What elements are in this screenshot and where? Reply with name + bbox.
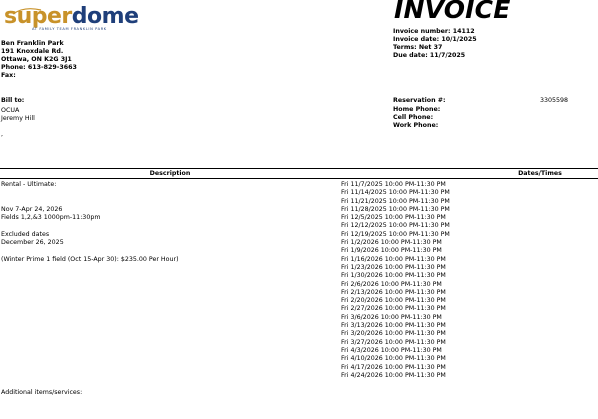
date-time-row: Fri 12/19/2025 10:00 PM-11:30 PM [341, 230, 450, 238]
date-time-row: Fri 4/24/2026 10:00 PM-11:30 PM [341, 371, 446, 379]
table-header-rule [0, 178, 598, 179]
bill-to-label: Bill to: [1, 97, 25, 104]
bill-to-contact: Jeremy Hill [1, 115, 35, 122]
logo-wordmark [4, 5, 139, 29]
date-time-row: Fri 4/3/2026 10:00 PM-11:30 PM [341, 346, 442, 354]
work-phone-label: Work Phone: [393, 122, 439, 129]
date-time-row: Fri 1/30/2026 10:00 PM-11:30 PM [341, 272, 446, 280]
date-time-row: Fri 11/28/2025 10:00 PM-11:30 PM [341, 205, 450, 213]
superdome-logo [2, 4, 139, 33]
date-time-row: Fri 1/9/2026 10:00 PM-11:30 PM [341, 247, 442, 255]
date-time-row: Fri 1/2/2026 10:00 PM-11:30 PM [341, 239, 442, 247]
date-time-row: Fri 2/6/2026 10:00 PM-11:30 PM [341, 280, 442, 288]
additional-items-label: Additional items/services: [1, 389, 83, 396]
reservation-number: 3305598 [540, 97, 569, 104]
invoice-number: Invoice number: 14112 [393, 28, 475, 35]
bill-to-extra: , [1, 131, 4, 138]
date-time-row: Fri 4/10/2026 10:00 PM-11:30 PM [341, 355, 446, 363]
date-time-row: Fri 3/13/2026 10:00 PM-11:30 PM [341, 322, 446, 330]
date-time-row: Fri 4/17/2026 10:00 PM-11:30 PM [341, 363, 446, 371]
date-time-row: Fri 11/21/2025 10:00 PM-11:30 PM [341, 197, 450, 205]
date-time-row: Fri 2/20/2026 10:00 PM-11:30 PM [341, 297, 446, 305]
dates-list [341, 181, 450, 380]
logo-word-part1: super [4, 4, 72, 29]
cell-phone-label: Cell Phone: [393, 114, 434, 121]
invoice-terms: Terms: Net 37 [393, 44, 443, 51]
logo-word-part2: dome [71, 4, 139, 29]
date-time-row: Fri 3/6/2026 10:00 PM-11:30 PM [341, 313, 442, 321]
date-time-row: Fri 11/7/2025 10:00 PM-11:30 PM [341, 181, 446, 188]
date-time-row: Fri 2/13/2026 10:00 PM-11:30 PM [341, 288, 446, 296]
bill-to-org: OCUA [1, 107, 20, 114]
invoice-due-date: Due date: 11/7/2025 [393, 52, 466, 59]
invoice-title: INVOICE [394, 0, 511, 24]
venue-address: 191 Knoxdale Rd. [1, 48, 64, 55]
desc-fields: Fields 1,2,&3 1000pm-11:30pm [1, 214, 101, 221]
date-time-row: Fri 2/27/2026 10:00 PM-11:30 PM [341, 305, 446, 313]
home-phone-label: Home Phone: [393, 106, 441, 113]
date-time-row: Fri 12/12/2025 10:00 PM-11:30 PM [341, 222, 450, 230]
desc-excluded-label: Excluded dates [1, 231, 50, 238]
date-time-row: Fri 3/27/2026 10:00 PM-11:30 PM [341, 338, 446, 346]
date-time-row: Fri 3/20/2026 10:00 PM-11:30 PM [341, 330, 446, 338]
date-time-row: Fri 1/23/2026 10:00 PM-11:30 PM [341, 263, 446, 271]
reservation-label: Reservation #: [393, 97, 446, 104]
table-top-rule [0, 168, 598, 169]
dates-column-header: Dates/Times [518, 170, 562, 177]
venue-phone: Phone: 613-829-3663 [1, 64, 77, 71]
desc-rate: (Winter Prime 1 field (Oct 15-Apr 30): $235.00 Per Hour) [1, 256, 179, 263]
date-time-row: Fri 1/16/2026 10:00 PM-11:30 PM [341, 255, 446, 263]
invoice-date: Invoice date: 10/1/2025 [393, 36, 477, 43]
desc-date-range: Nov 7-Apr 24, 2026 [1, 206, 63, 213]
venue-name: Ben Franklin Park [1, 40, 64, 47]
logo-tagline: AT FAMILY TEAM FRANKLIN PARK [32, 27, 107, 31]
date-time-row: Fri 12/5/2025 10:00 PM-11:30 PM [341, 214, 446, 222]
venue-city: Ottawa, ON K2G 3J1 [1, 56, 72, 63]
description-column-header: Description [149, 170, 191, 177]
desc-excluded-date: December 26, 2025 [1, 239, 64, 246]
date-time-row: Fri 11/14/2025 10:00 PM-11:30 PM [341, 189, 450, 197]
desc-rental-type: Rental - Ultimate: [1, 181, 57, 188]
venue-fax: Fax: [1, 72, 16, 79]
